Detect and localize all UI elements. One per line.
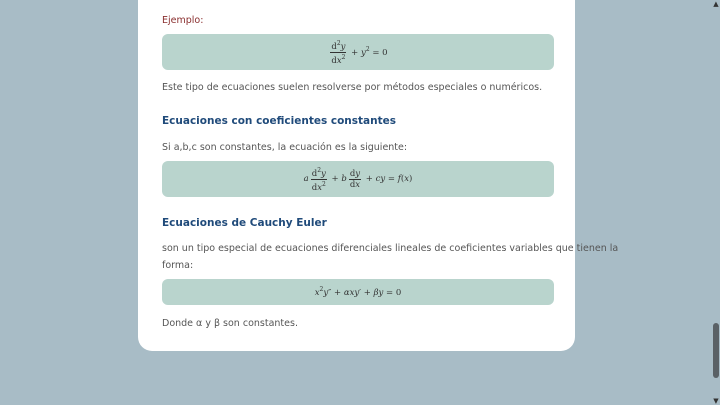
formula-cauchy: $x^2y'' + \alpha xy' + \beta y = 0$ (162, 279, 554, 305)
example-label: Ejemplo: (162, 15, 204, 26)
paragraph-numeric-methods: Este tipo de ecuaciones suelen resolverse por métodos especiales o numéricos. (162, 82, 543, 93)
formula-constant: a $\frac{d^2y}{dx^2}$ + b $\frac{dy}{dx}$ + cy = f(x) (162, 161, 554, 197)
paragraph-cauchy-line1: son un tipo especial de ecuaciones diferenciales lineales de coeficientes variables que tienen la (162, 243, 619, 254)
scrollbar-thumb[interactable] (713, 323, 719, 378)
formula-example: $\frac{d^2y}{dx^2}$ + $y^2 = 0$ (162, 34, 554, 70)
heading-constant-coefficients: Ecuaciones con coeficientes constantes (162, 115, 397, 127)
vertical-scrollbar[interactable] (712, 0, 720, 405)
scroll-down-icon[interactable]: ▼ (713, 397, 719, 405)
heading-cauchy-euler: Ecuaciones de Cauchy Euler (162, 217, 327, 229)
paragraph-cauchy-line2: forma: (162, 260, 194, 271)
paragraph-constant-intro: Si a,b,c son constantes, la ecuación es la siguiente: (162, 142, 408, 153)
paragraph-closing: Donde α y β son constantes. (162, 318, 298, 329)
scroll-up-icon[interactable]: ▲ (713, 0, 719, 8)
